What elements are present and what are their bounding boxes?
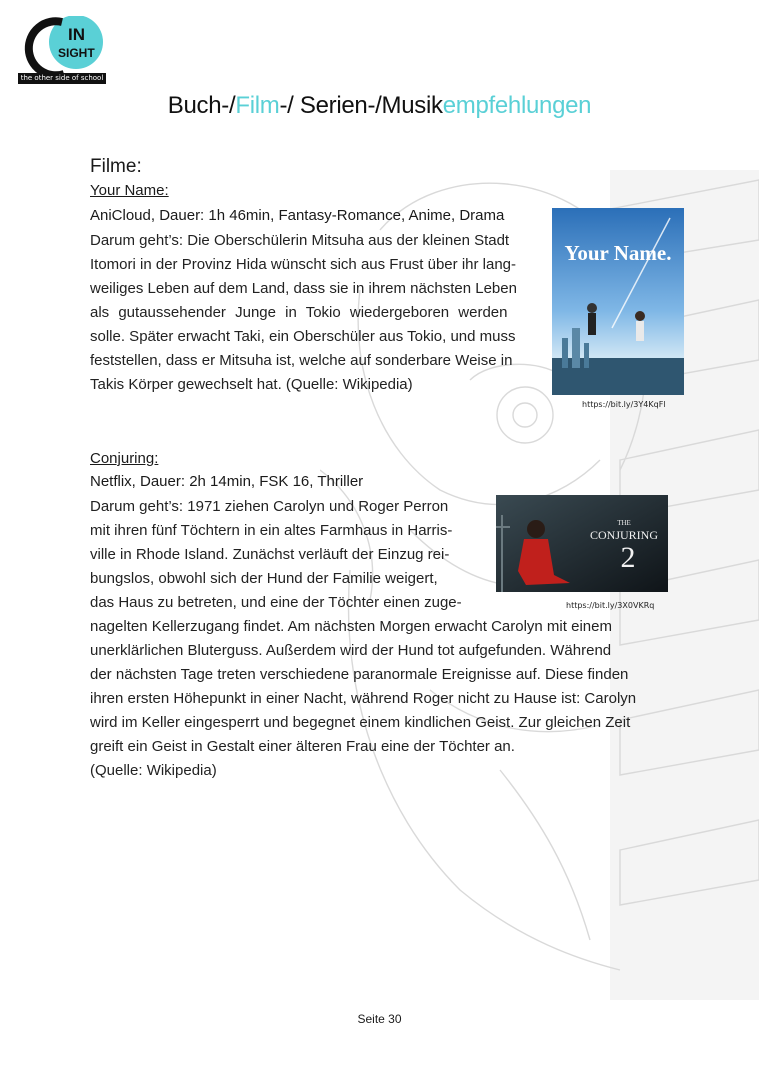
description-line: unerklärlichen Bluterguss. Außerdem wird der Hund tot aufgefunden. Während [90,642,612,659]
movie-description-conjuring-part-1 [90,495,483,615]
logo-letters-bottom: SIGHT [58,46,95,60]
poster-your-name [552,208,684,395]
logo-letters-top: IN [68,25,85,44]
description-line: ihren ersten Höhepunkt in einer Nacht, während Roger nicht zu Hause ist: Carolyn [90,690,637,707]
image-credit-conjuring: https://bit.ly/3X0VKRq [566,601,655,610]
logo-caption: the other side of school [18,73,106,84]
description-line: solle. Später erwacht Taki, ein Oberschüler aus Tokio, und muss [90,328,516,345]
description-line: Darum geht’s: Die Oberschülerin Mitsuha aus der kleinen Stadt [90,232,510,249]
description-line: greift ein Geist in Gestalt einer älteren Frau eine der Töchter an. [90,738,515,755]
description-line: (Quelle: Wikipedia) [90,762,217,779]
title-part-1: Buch-/ [167,92,236,119]
description-line: Takis Körper gewechselt hat. (Quelle: Wikipedia) [90,376,413,393]
description-line: das Haus zu betreten, und eine der Töchter einen zuge- [90,594,462,611]
description-line: nagelten Kellerzugang findet. Am nächsten Morgen erwacht Carolyn mit einem [90,618,612,635]
movie-title-your-name: Your Name: [90,182,169,199]
movie-description-conjuring-part-2 [90,615,668,783]
description-line: ville in Rhode Island. Zunächst verläuft der Einzug rei- [90,546,450,563]
movie-meta-your-name: AniCloud, Dauer: 1h 46min, Fantasy-Romance, Anime, Drama [90,207,505,224]
description-line: bungslos, obwohl sich der Hund der Familie weigert, [90,570,438,587]
poster-title-small: THE [617,519,631,527]
movie-title-conjuring: Conjuring: [90,450,159,467]
description-line: mit ihren fünf Töchtern in ein altes Farmhaus in Harris- [90,522,453,539]
title-part-4: empfehlungen [442,92,592,119]
section-heading: Filme: [90,156,142,177]
description-line: Itomori in der Provinz Hida wünscht sich aus Frust über ihr lang- [90,256,517,273]
description-line: weiliges Leben auf dem Land, dass sie in ihrem nächsten Leben [90,280,517,297]
poster-title-main: CONJURING [589,528,659,542]
description-line: wird im Keller eingesperrt und begegnet einem kindlichen Geist. Zur gleichen Zeit [90,714,631,731]
movie-meta-conjuring: Netflix, Dauer: 2h 14min, FSK 16, Thriller [90,473,364,490]
page-number: Seite 30 [357,1012,402,1026]
title-part-2: Film [235,92,280,119]
poster-title-number: 2 [620,541,636,574]
title-part-3: -/ Serien-/Musik [279,92,443,119]
description-line: als gutaussehender Junge in Tokio wiedergeboren werden [90,304,508,321]
movie-description-your-name [90,229,539,397]
description-line: Darum geht’s: 1971 ziehen Carolyn und Roger Perron [90,498,449,515]
page-title [0,92,759,120]
poster-title-text: Your Name. [564,241,672,265]
image-credit-your-name: https://bit.ly/3Y4KqFl [582,400,666,409]
description-line: der nächsten Tage treten verschiedene paranormale Ereignisse auf. Diese finden [90,666,629,683]
description-line: feststellen, dass er Mitsuha ist, welche auf sonderbare Weise in [90,352,513,369]
poster-conjuring [496,495,668,592]
